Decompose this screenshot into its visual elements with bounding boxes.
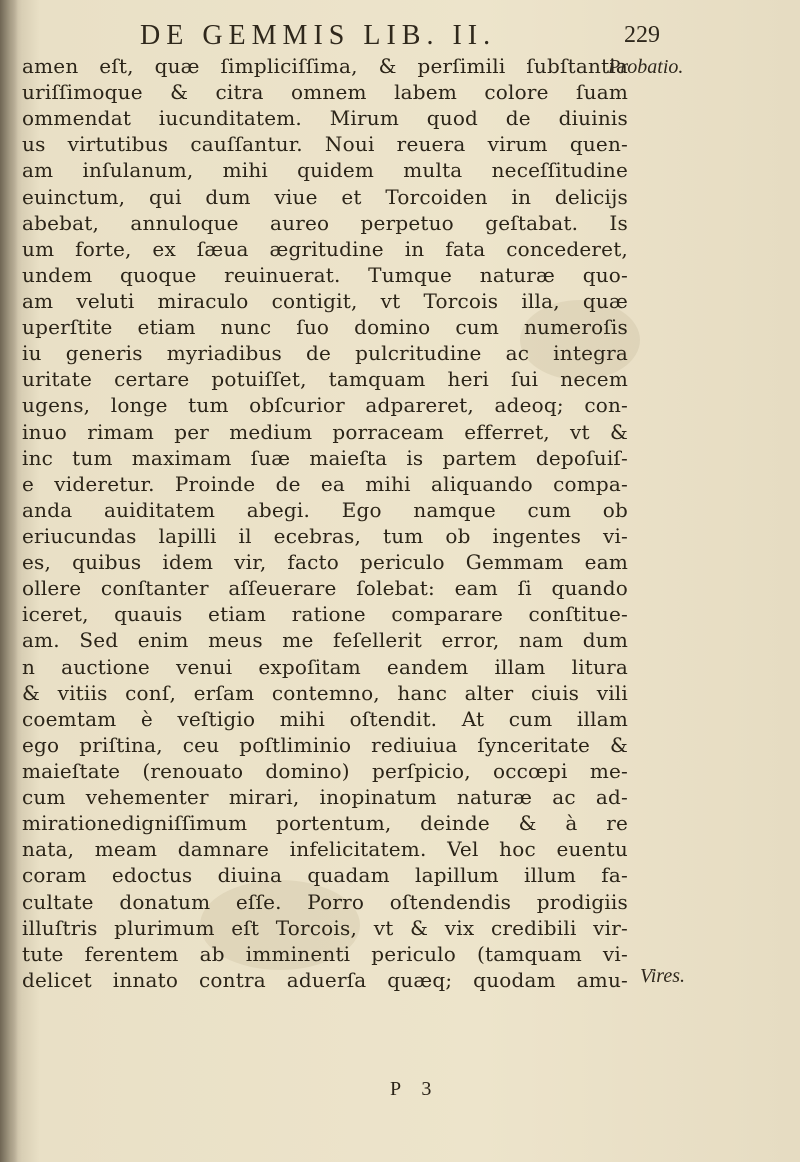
text-line: am veluti miraculo contigit, vt Torcois illa, quæ bbox=[22, 288, 628, 313]
text-line: undem quoque reuinuerat. Tumque naturæ quo- bbox=[22, 262, 628, 287]
text-line: delicet innato contra aduerſa quæq; quodam amu- bbox=[22, 967, 628, 992]
text-line: inc tum maximam ſuæ maieſta is partem depoſuiſ- bbox=[22, 445, 628, 470]
marginal-note-vires: Vires. bbox=[640, 965, 685, 987]
text-line: us virtutibus cauſſantur. Noui reuera virum quen- bbox=[22, 132, 628, 157]
text-line: cultate donatum eſſe. Porro oſtendendis prodigiis bbox=[22, 889, 628, 914]
text-line: e videretur. Proinde de ea mihi aliquando compa- bbox=[22, 471, 628, 496]
running-header bbox=[140, 14, 660, 50]
text-line: cum vehementer mirari, inopinatum naturæ ac ad- bbox=[22, 785, 628, 810]
text-line: iu generis myriadibus de pulcritudine ac integra bbox=[22, 341, 628, 366]
page-gutter-shadow bbox=[0, 0, 18, 1162]
text-line: illuſtris plurimum eſt Torcois, vt & vix credibili vir- bbox=[22, 915, 628, 940]
text-line: nata, meam damnare infelicitatem. Vel hoc euentu bbox=[22, 837, 628, 862]
text-line: n auctione venui expoſitam eandem illam litura bbox=[22, 654, 628, 679]
text-line: iceret, quauis etiam ratione comparare conſtitue- bbox=[22, 602, 628, 627]
text-line: tute ferentem ab imminenti periculo (tamquam vi- bbox=[22, 941, 628, 966]
page-number: 229 bbox=[624, 22, 660, 48]
text-line: inuo rimam per medium porraceam efferret, vt & bbox=[22, 419, 628, 444]
text-line: uperſtite etiam nunc ſuo domino cum numeroſis bbox=[22, 315, 628, 340]
text-line: ugens, longe tum obſcurior adpareret, adeoq; con- bbox=[22, 393, 628, 418]
text-line: es, quibus idem vir, facto periculo Gemmam eam bbox=[22, 550, 628, 575]
text-line: ommendat iucunditatem. Mirum quod de diuinis bbox=[22, 106, 628, 131]
text-line: um forte, ex ſæua ægritudine in fata concederet, bbox=[22, 236, 628, 261]
text-line: euinctum, qui dum viue et Torcoiden in delicijs bbox=[22, 184, 628, 209]
text-line: ego priſtina, ceu poſtliminio rediuiua ſynceritate & bbox=[22, 732, 628, 757]
marginal-note-probatio: Probatio. bbox=[608, 56, 684, 78]
text-line: amen eſt, quæ ſimpliciſſima, & perſimili ſubſtantia bbox=[22, 54, 628, 78]
text-line: ollere conſtanter aſſeuerare ſolebat: eam ſi quando bbox=[22, 576, 628, 601]
text-line: uritate certare potuiſſet, tamquam heri ſui necem bbox=[22, 367, 628, 392]
text-line: coemtam è veſtigio mihi oſtendit. At cum illam bbox=[22, 706, 628, 731]
text-line: am inſulanum, mihi quidem multa neceſſitudine bbox=[22, 158, 628, 183]
text-line: mirationedigniſſimum portentum, deinde & à re bbox=[22, 811, 628, 836]
text-line: am. Sed enim meus me feſellerit error, nam dum bbox=[22, 628, 628, 653]
signature-mark: P 3 bbox=[390, 1078, 440, 1100]
body-text bbox=[22, 53, 628, 993]
text-line: eriucundas lapilli il ecebras, tum ob ingentes vi- bbox=[22, 523, 628, 548]
text-line: anda auiditatem abegi. Ego namque cum ob bbox=[22, 497, 628, 522]
running-title: DE GEMMIS LIB. II. bbox=[140, 20, 497, 51]
text-line: & vitiis conſ, erſam contemno, hanc alter ciuis vili bbox=[22, 680, 628, 705]
text-line: abebat, annuloque aureo perpetuo geſtabat. Is bbox=[22, 210, 628, 235]
text-line: maieſtate (renouato domino) perſpicio, occœpi me- bbox=[22, 758, 628, 783]
text-line: uriſſimoque & citra omnem labem colore ſuam bbox=[22, 80, 628, 105]
text-line: coram edoctus diuina quadam lapillum illum fa- bbox=[22, 863, 628, 888]
